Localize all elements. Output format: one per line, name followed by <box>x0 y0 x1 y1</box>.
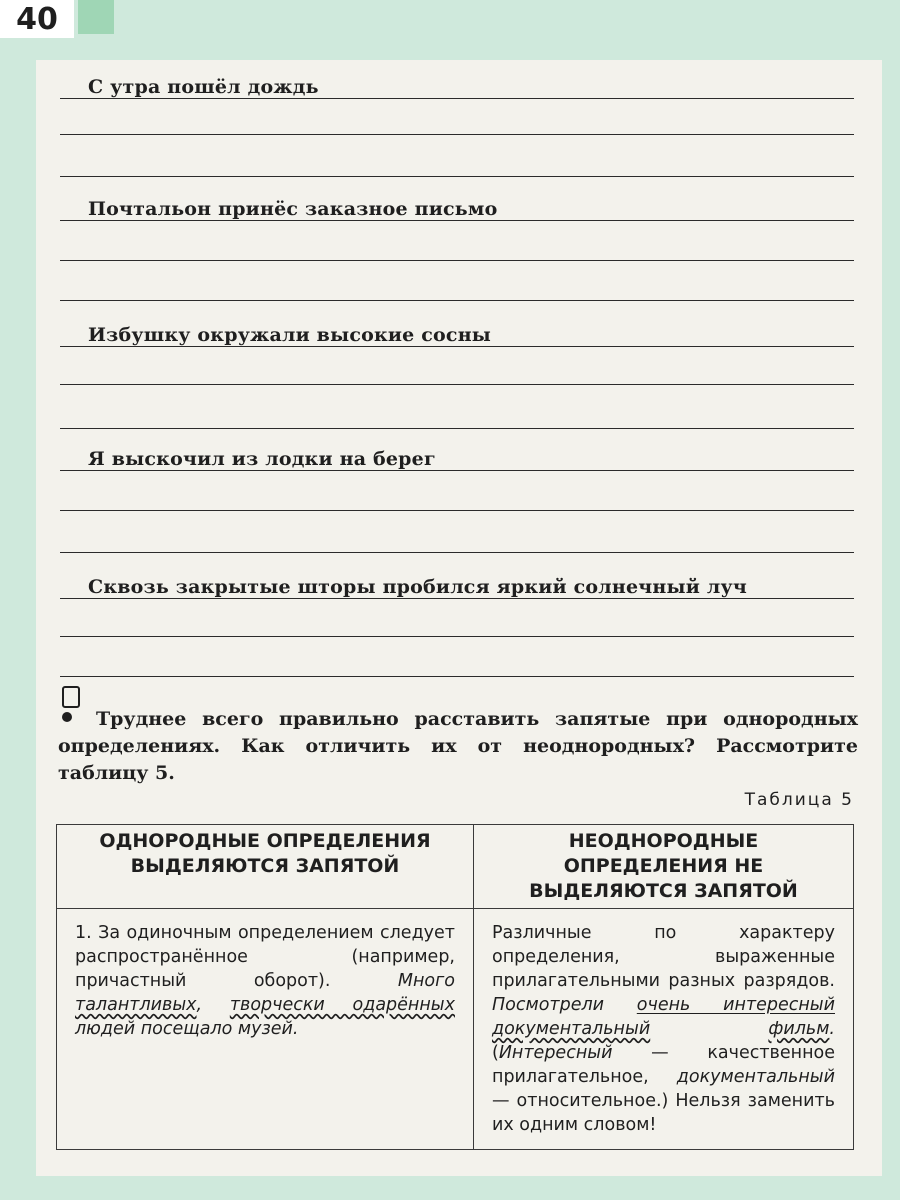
page-tab-accent <box>78 0 114 34</box>
example-word: Много <box>397 971 455 991</box>
example-word: очень интересный <box>636 995 835 1015</box>
exercise-sentence: Сквозь закрытые шторы пробился яркий солнечный луч <box>88 576 757 598</box>
rule-text: 1. За одиночным определением следует распространённое (например, причастный оборот). <box>75 923 455 991</box>
rules-table <box>56 824 854 1150</box>
exercise-sentence: Я выскочил из лодки на берег <box>88 448 446 470</box>
example-word: Посмотрели <box>492 995 605 1015</box>
writing-line <box>60 414 854 429</box>
example-word: фильм <box>768 1019 830 1039</box>
writing-line <box>60 162 854 177</box>
rule-text: Различные по характеру определения, выраженные прилагательными разных разрядов. <box>492 923 835 991</box>
page-number: 40 <box>0 0 74 38</box>
header-heterogeneous: НЕОДНОРОДНЫЕ ОПРЕДЕЛЕНИЯ НЕ ВЫДЕЛЯЮТСЯ ЗАПЯТОЙ <box>474 825 854 909</box>
table-header-row <box>57 825 854 909</box>
intro-paragraph: Труднее всего правильно расставить запятые при однородных определениях. Как отличить их от неоднородных? Рассмотрите таблицу 5. <box>58 708 858 784</box>
exercise-sentence: С утра пошёл дождь <box>88 76 329 98</box>
explanation-note <box>492 1043 835 1135</box>
note-word: документальный <box>676 1067 835 1087</box>
writing-line <box>60 538 854 553</box>
writing-line <box>60 286 854 301</box>
writing-line <box>60 662 854 677</box>
example-sentence <box>492 995 835 1039</box>
note-word: Интересный <box>498 1043 613 1063</box>
cell-homogeneous <box>57 909 474 1150</box>
writing-line <box>60 246 854 261</box>
table-caption: Таблица 5 <box>744 790 854 810</box>
cell-heterogeneous <box>474 909 854 1150</box>
header-homogeneous: ОДНОРОДНЫЕ ОПРЕДЕЛЕНИЯ ВЫДЕЛЯЮТСЯ ЗАПЯТОЙ <box>57 825 474 909</box>
example-word: людей посещало музей. <box>75 1019 299 1039</box>
lightbulb-marker-icon <box>62 686 80 708</box>
example-word: талантливых <box>75 995 197 1015</box>
example-comma: , <box>196 995 203 1015</box>
example-word: документальный <box>492 1019 651 1039</box>
writing-line <box>60 120 854 135</box>
note-text: — относительное.) Нельзя заменить их одним словом! <box>492 1091 835 1135</box>
exercise-sentence: Избушку окружали высокие сосны <box>88 324 501 346</box>
note-text: — качественное прилагательное, <box>492 1043 835 1087</box>
writing-line <box>60 370 854 385</box>
writing-line <box>60 622 854 637</box>
table-row <box>57 909 854 1150</box>
exercise-sentence: Почтальон принёс заказное письмо <box>88 198 507 220</box>
example-end: . <box>829 1019 835 1039</box>
note-paren: ( <box>492 1043 499 1063</box>
example-word: творчески одарённых <box>229 995 455 1015</box>
writing-line <box>60 496 854 511</box>
